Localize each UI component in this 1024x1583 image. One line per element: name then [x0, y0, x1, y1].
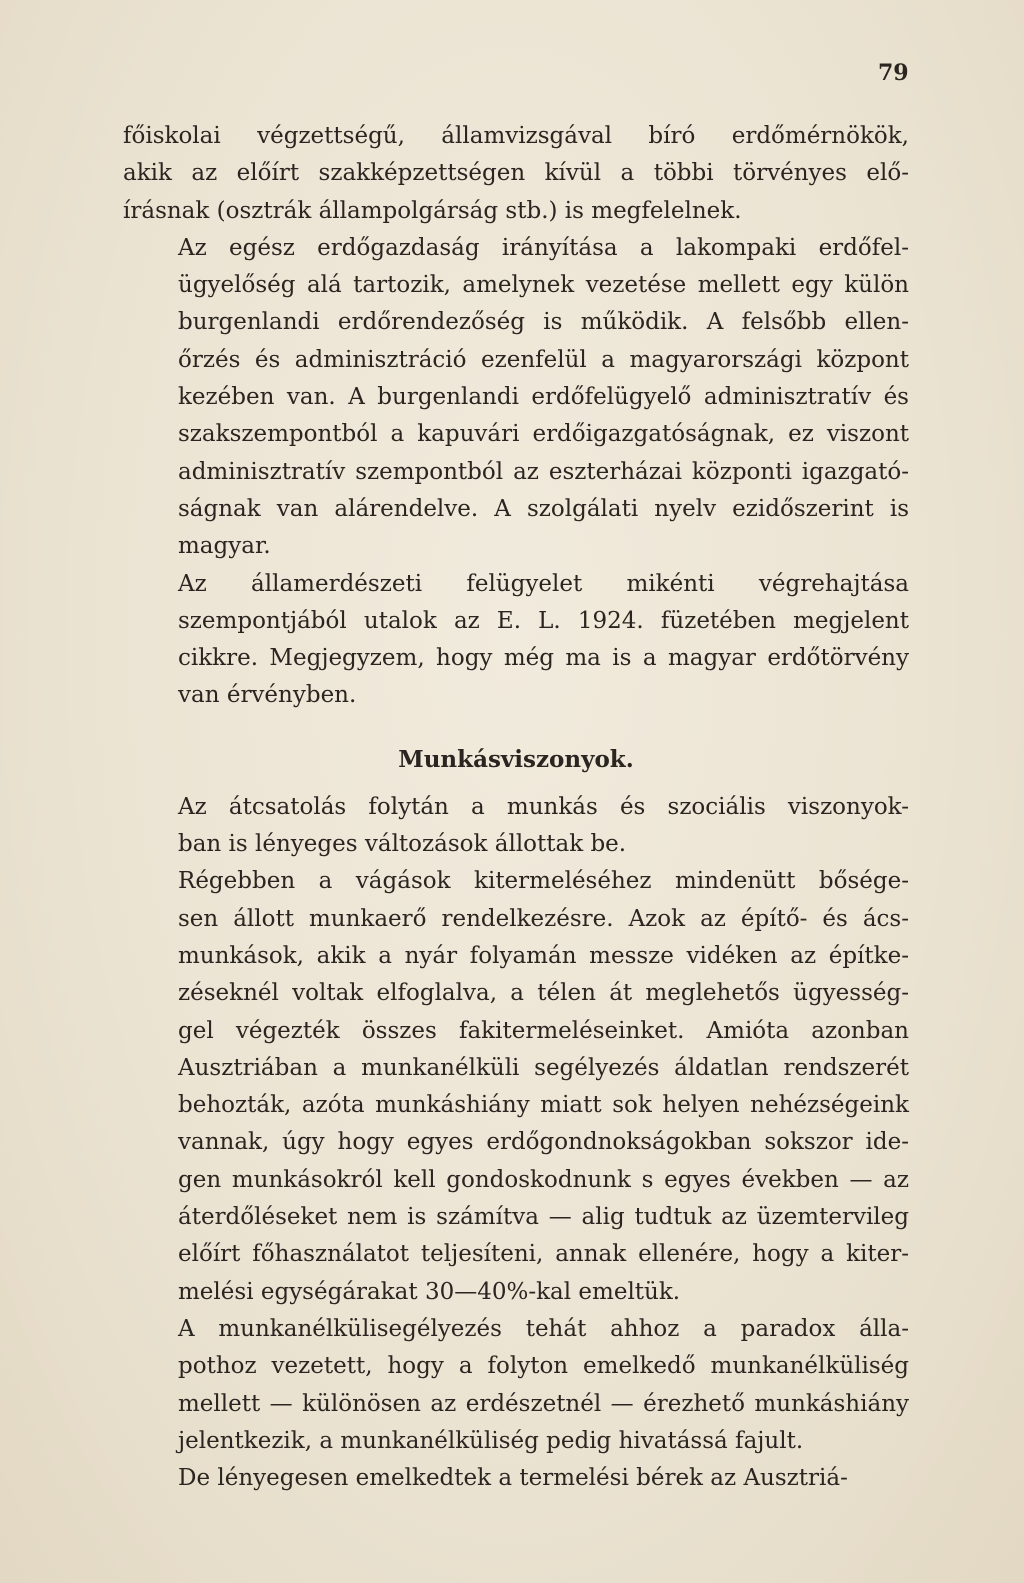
- text-line: akik az előírt szakképzettségen kívül a többi törvényes elő-: [123, 160, 909, 187]
- text-line: ságnak van alárendelve. A szolgálati nyelv ezidőszerint is: [178, 495, 909, 522]
- text-line: ügyelőség alá tartozik, amelynek vezetése mellett egy külön: [178, 272, 909, 299]
- text-line: írásnak (osztrák állampolgárság stb.) is megfelelnek.: [123, 197, 742, 224]
- text-line: Régebben a vágások kitermeléséhez mindenütt bősége-: [178, 868, 909, 895]
- text-line: szakszempontból a kapuvári erdőigazgatóságnak, ez viszont: [178, 421, 909, 448]
- paragraph: [123, 789, 909, 864]
- text-line: Az államerdészeti felügyelet mikénti végrehajtása: [178, 570, 909, 597]
- text-line: adminisztratív szempontból az eszterházai központi igazgató-: [178, 458, 909, 485]
- paragraph: [123, 863, 909, 1311]
- section-heading: Munkásviszonyok.: [398, 745, 634, 773]
- text-line: gen munkásokról kell gondoskodnunk s egyes években — az: [178, 1166, 909, 1193]
- text-line: munkások, akik a nyár folyamán messze vidéken az építke-: [178, 942, 909, 969]
- text-line: pothoz vezetett, hogy a folyton emelkedő munkanélküliség: [178, 1353, 909, 1380]
- text-line: Ausztriában a munkanélküli segélyezés áldatlan rendszerét: [178, 1054, 909, 1081]
- text-line: szempontjából utalok az E. L. 1924. füzetében megjelent: [178, 607, 909, 634]
- text-line: Az egész erdőgazdaság irányítása a lakompaki erdőfel-: [178, 234, 909, 261]
- paragraph: [123, 1311, 909, 1460]
- text-line: gel végezték összes fakitermeléseinket. Amióta azonban: [178, 1017, 909, 1044]
- top-section: [123, 118, 909, 715]
- text-line: jelentkezik, a munkanélküliség pedig hivatássá fajult.: [178, 1427, 804, 1454]
- text-line: kezében van. A burgenlandi erdőfelügyelő adminisztratív és: [178, 384, 909, 411]
- text-line: magyar.: [178, 533, 271, 560]
- text-line: De lényegesen emelkedtek a termelési bérek az Ausztriá-: [178, 1465, 848, 1492]
- text-line: főiskolai végzettségű, államvizsgával bíró erdőmérnökök,: [123, 123, 909, 149]
- text-line: burgenlandi erdőrendezőség is működik. A felsőbb ellen-: [178, 309, 909, 336]
- text-line: cikkre. Megjegyzem, hogy még ma is a magyar erdőtörvény: [178, 645, 909, 672]
- paragraph: [123, 118, 909, 230]
- paragraph: [123, 230, 909, 566]
- text-line: mellett — különösen az erdészetnél — érezhető munkáshiány: [178, 1390, 909, 1417]
- paragraph: [123, 1460, 909, 1497]
- text-line: ban is lényeges változások állottak be.: [178, 831, 627, 858]
- text-line: vannak, úgy hogy egyes erdőgondnokságokban sokszor ide-: [178, 1129, 909, 1156]
- text-line: Az átcsatolás folytán a munkás és szociális viszonyok-: [178, 793, 909, 820]
- text-line: őrzés és adminisztráció ezenfelül a magyarországi központ: [178, 346, 909, 373]
- paragraph: [123, 566, 909, 715]
- text-line: van érvényben.: [178, 682, 357, 709]
- text-line: zéseknél voltak elfoglalva, a télen át meglehetős ügyesség-: [178, 980, 909, 1007]
- text-line: sen állott munkaerő rendelkezésre. Azok az építő- és ács-: [178, 905, 909, 932]
- text-line: melési egységárakat 30—40%-kal emeltük.: [178, 1278, 681, 1305]
- text-line: behozták, azóta munkáshiány miatt sok helyen nehézségeink: [178, 1092, 909, 1119]
- text-line: előírt főhasználatot teljesíteni, annak ellenére, hogy a kiter-: [178, 1241, 909, 1268]
- text-line: A munkanélkülisegélyezés tehát ahhoz a paradox álla-: [178, 1315, 909, 1342]
- text-line: áterdőléseket nem is számítva — alig tudtuk az üzemtervileg: [178, 1204, 909, 1231]
- page-number: 79: [878, 60, 909, 86]
- body-text: [123, 118, 909, 1497]
- bottom-section: [123, 789, 909, 1498]
